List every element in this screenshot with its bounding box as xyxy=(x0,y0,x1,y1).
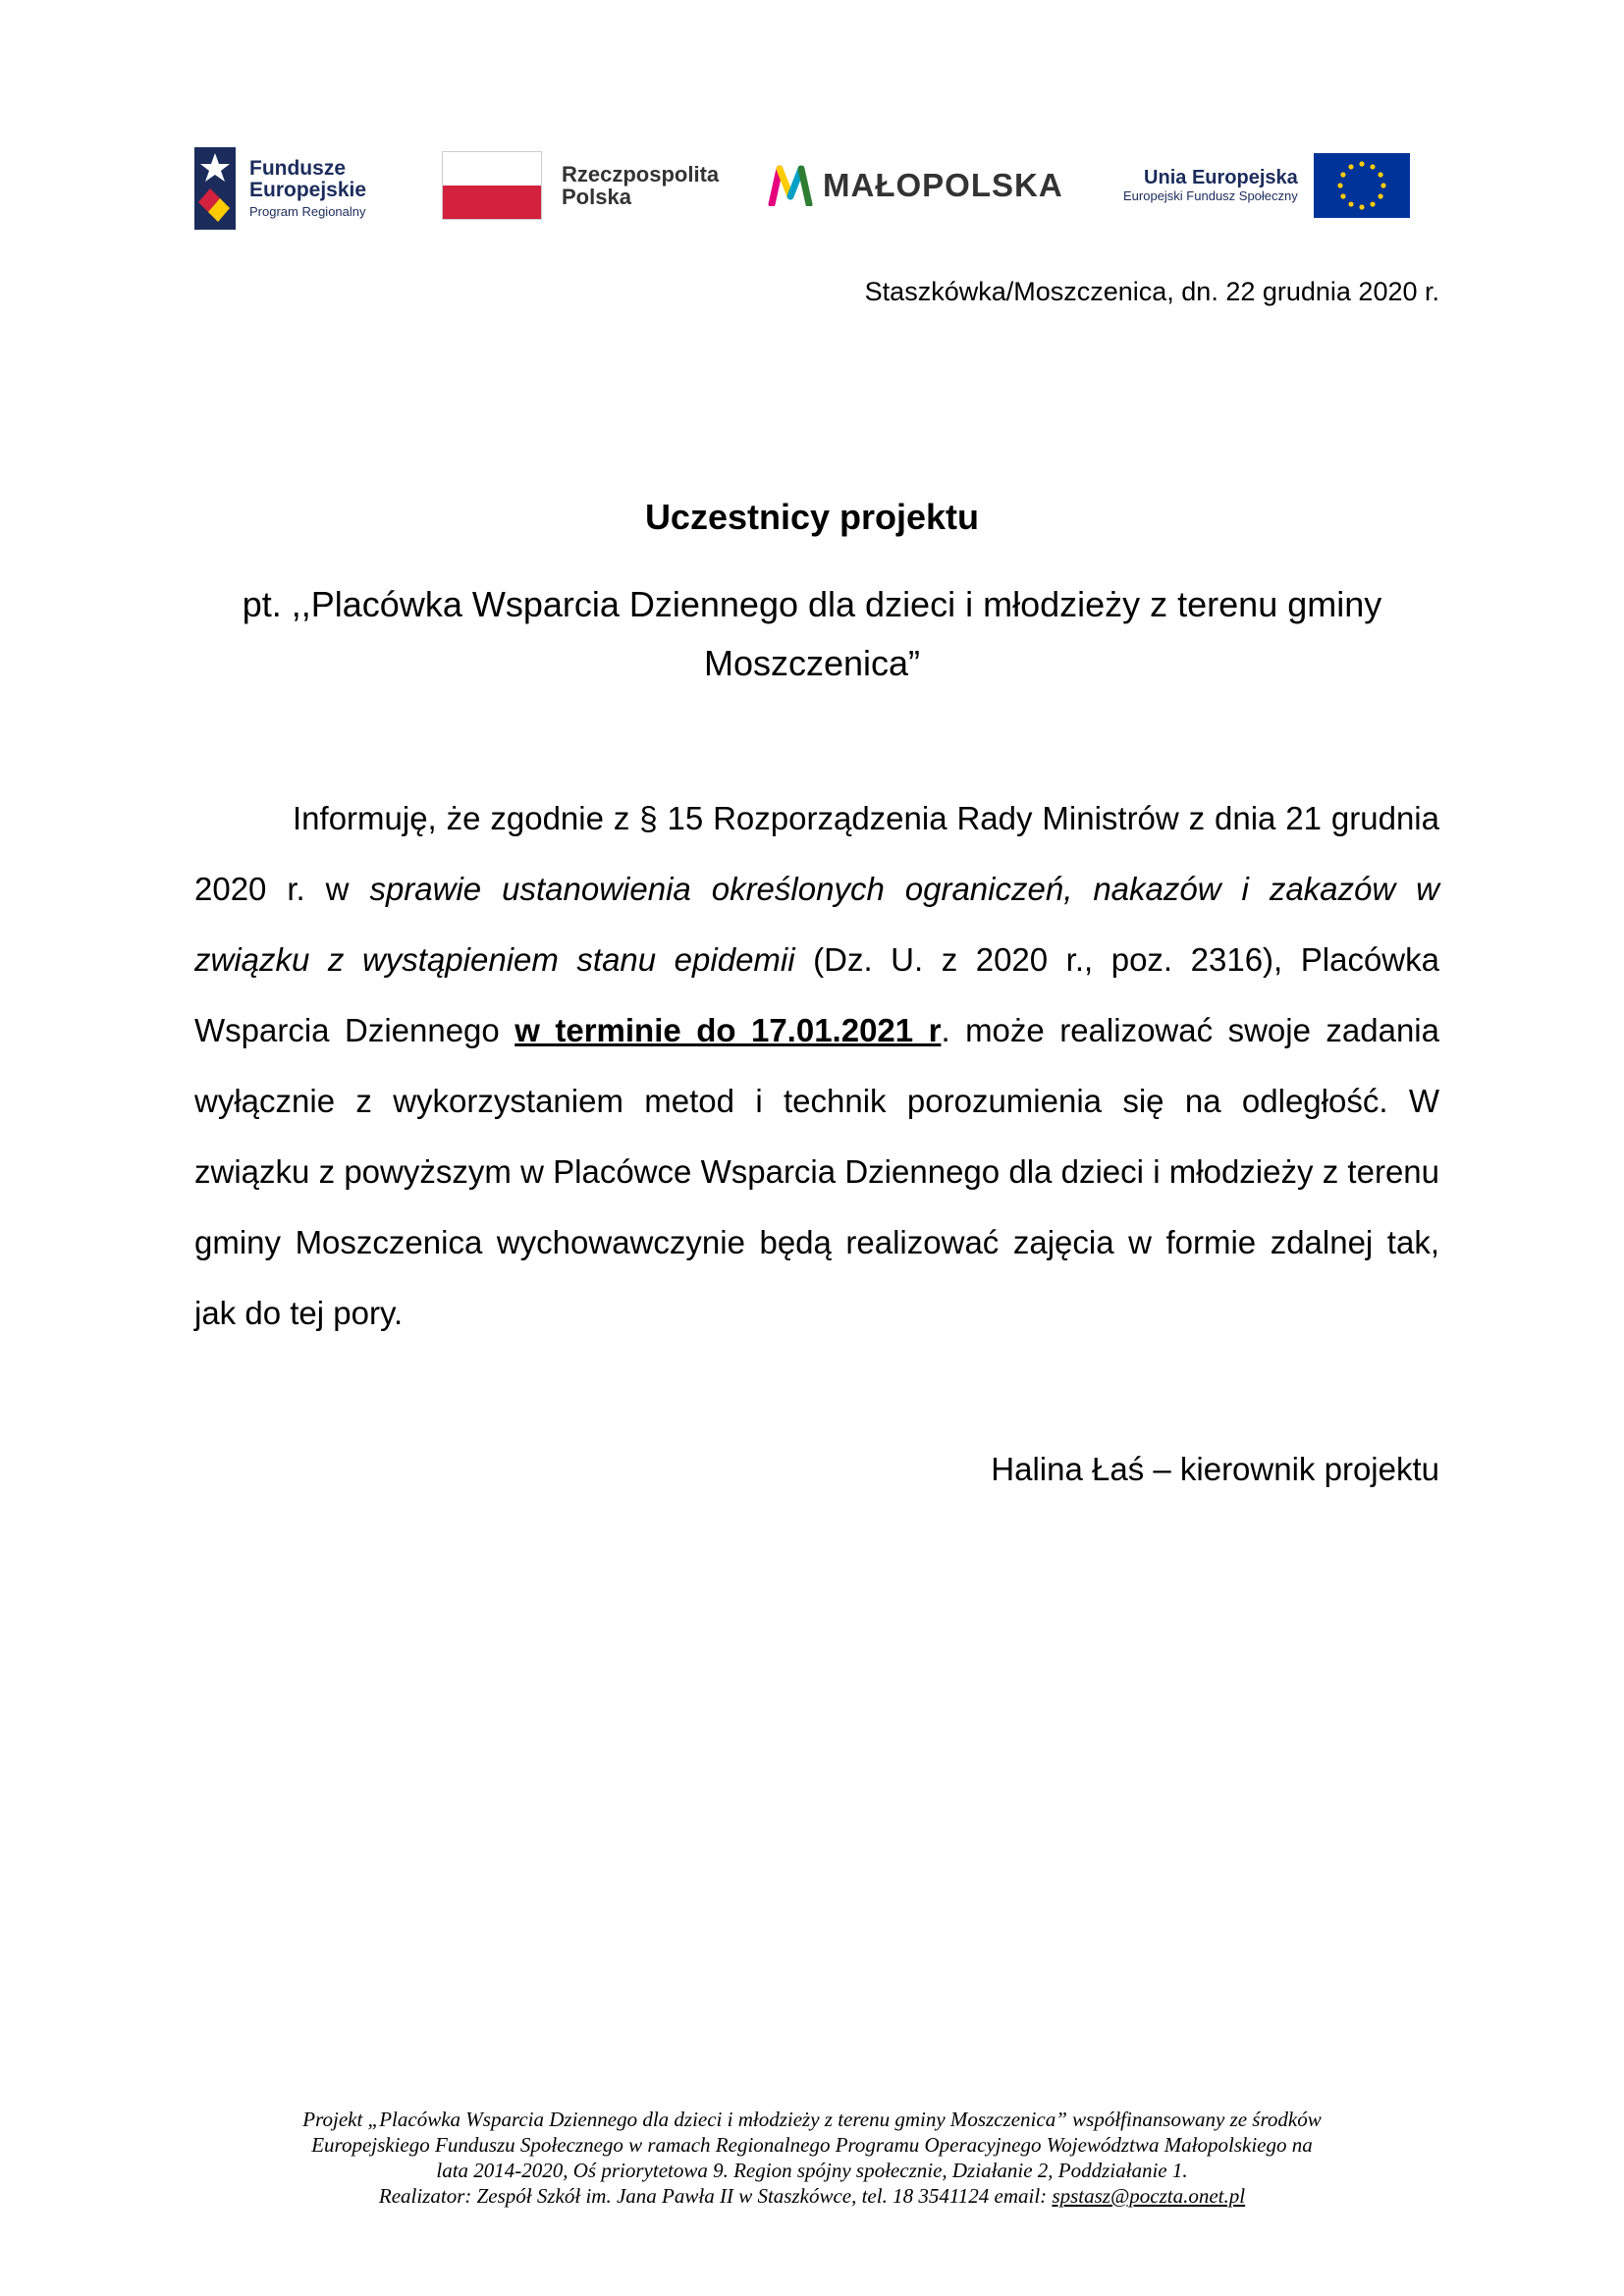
eu-star xyxy=(1340,172,1345,177)
malopolska-m-icon xyxy=(768,165,813,206)
rzeczpospolita-logo xyxy=(442,151,719,220)
email-link[interactable]: spstasz@poczta.onet.pl xyxy=(1052,2184,1246,2208)
date-line: Staszkówka/Moszczenica, dn. 22 grudnia 2020 r. xyxy=(864,277,1439,306)
eu-star xyxy=(1370,164,1375,169)
project-subtitle: pt. ,,Placówka Wsparcia Dziennego dla dzieci i młodzieży z terenu gminy Moszczenica” xyxy=(242,584,1382,683)
fundusze-line2: Europejskie xyxy=(249,179,367,202)
fundusze-star-icon xyxy=(194,147,236,230)
eu-star xyxy=(1359,204,1364,209)
eu-flag-icon xyxy=(1314,153,1410,218)
malopolska-logo xyxy=(768,165,1063,206)
eu-star xyxy=(1380,183,1385,187)
signature: Halina Łaś – kierownik projektu xyxy=(991,1451,1439,1487)
rzeczpospolita-line1: Rzeczpospolita xyxy=(562,161,720,187)
malopolska-text: MAŁOPOLSKA xyxy=(823,167,1063,203)
eu-star xyxy=(1348,164,1353,169)
eu-star xyxy=(1337,183,1342,187)
body-text xyxy=(194,783,1439,1349)
body-part2: (Dz. U. z 2020 r., poz. 2316), Placówka Wsparcia Dziennego xyxy=(194,941,1439,1048)
eu-star xyxy=(1370,201,1375,206)
footer-line4-prefix: Realizator: Zespół Szkół im. Jana Pawła II w Staszkówce, tel. 18 3541124 email: xyxy=(378,2184,1053,2208)
unia-europejska-logo xyxy=(1123,153,1410,218)
body-italic: sprawie ustanowienia określonych ograniczeń, nakazów i zakazów w związku z wystąpieniem stanu epidemii xyxy=(194,871,1439,978)
footer-line2: Europejskiego Funduszu Społecznego w ramach Regionalnego Programu Operacyjnego Województwa Małopolskiego na xyxy=(311,2133,1313,2157)
eu-star xyxy=(1348,201,1353,206)
fundusze-line3: Program Regionalny xyxy=(249,204,366,220)
body-paragraph xyxy=(194,783,1439,1349)
body-part1: Informuję, że zgodnie z § 15 Rozporządzenia Rady Ministrów z dnia 21 grudnia 2020 r. w xyxy=(194,800,1439,907)
body-part3: . może realizować swoje zadania wyłącznie z wykorzystaniem metod i technik porozumienia się na odległość. W związku z powyższym w Placówce Wsparcia Dziennego dla dzieci i młodzieży z terenu gminy Moszczenica wychowawczynie będą realizować zajęcia w formie zdalnej tak, jak do tej pory. xyxy=(194,1012,1439,1331)
page-title: Uczestnicy projektu xyxy=(644,497,980,537)
footer-line3: lata 2014-2020, Oś priorytetowa 9. Region spójny społecznie, Działanie 2, Poddziałanie 1. xyxy=(436,2159,1188,2182)
deadline: w terminie do 17.01.2021 r xyxy=(514,1012,942,1048)
footer-line1: Projekt „Placówka Wsparcia Dziennego dla dzieci i młodzieży z terenu gminy Moszczenica” współfinansowany ze środków xyxy=(302,2108,1322,2131)
eu-star xyxy=(1378,172,1382,177)
polish-flag-icon xyxy=(442,151,542,220)
fundusze-line1: Fundusze xyxy=(249,157,346,181)
unia-line2: Europejski Fundusz Społeczny xyxy=(1123,188,1298,204)
unia-line1: Unia Europejska xyxy=(1144,167,1298,189)
eu-star xyxy=(1359,161,1364,166)
fundusze-europejskie-logo xyxy=(194,147,366,230)
logo-bar xyxy=(194,147,1439,236)
eu-star xyxy=(1378,193,1382,198)
eu-star xyxy=(1340,193,1345,198)
footer-line4 xyxy=(177,2183,1447,2209)
footer xyxy=(177,2107,1447,2209)
rzeczpospolita-line2: Polska xyxy=(562,185,631,209)
